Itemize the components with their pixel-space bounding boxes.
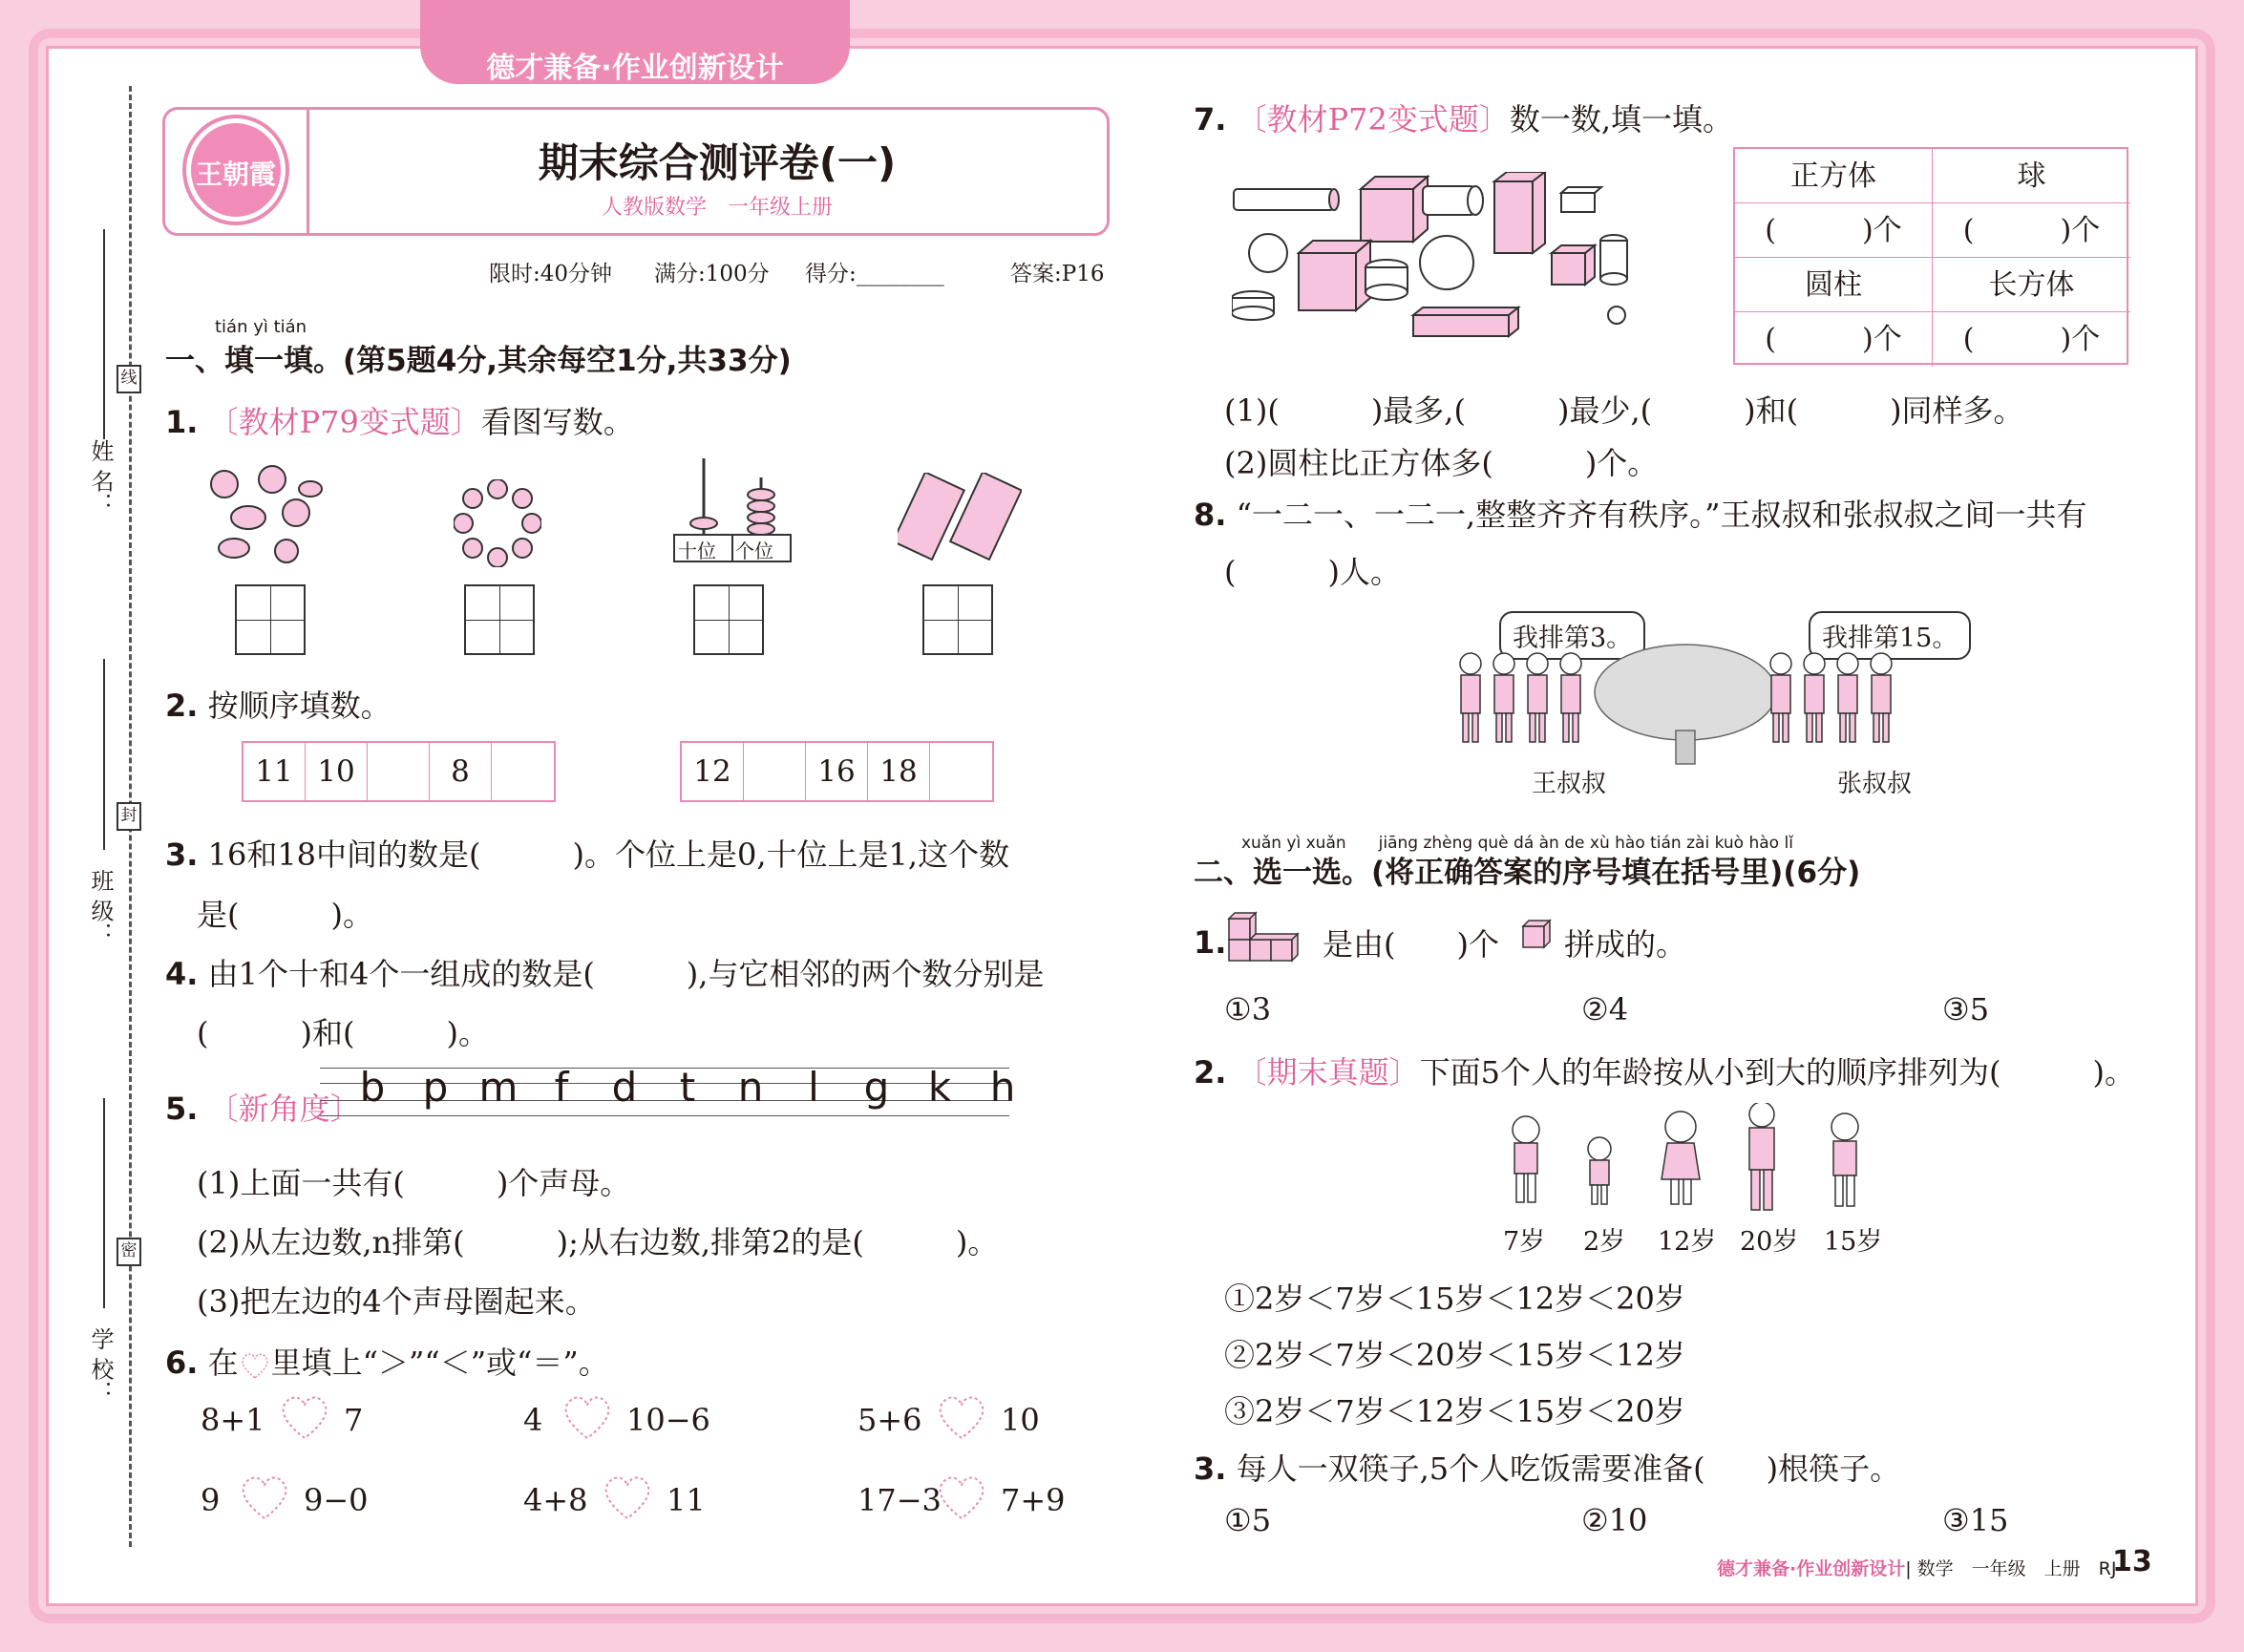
q7-part2: (2)圆柱比正方体多( )个。 [1224, 445, 1659, 481]
q8-line2: ( )人。 [1224, 554, 1401, 590]
heart-icon[interactable] [277, 1392, 332, 1442]
q1: 1. 〔教材P79变式题〕看图写数。 [165, 404, 634, 440]
answer-box[interactable] [922, 584, 993, 655]
compare-left: 5+6 [857, 1402, 922, 1438]
seq-cell: 10 [306, 743, 368, 800]
consonant-letter[interactable]: l [808, 1064, 819, 1111]
count-table [1733, 147, 2128, 365]
compare-right: 7 [344, 1402, 364, 1438]
sequence-1 [242, 741, 556, 802]
q4-line2: ( )和( )。 [197, 1015, 489, 1051]
seq-cell: 8 [430, 743, 492, 800]
heart-icon [239, 1351, 271, 1380]
q5: 5. 〔新角度〕 [165, 1091, 361, 1127]
section-heading: 一、填一填。(第5题4分,其余每空1分,共33分) [165, 344, 792, 378]
answer-box[interactable] [464, 584, 535, 655]
seq-cell[interactable] [492, 743, 554, 800]
age-label: 20岁 [1740, 1227, 1799, 1257]
compare-left: 4+8 [523, 1482, 588, 1518]
c1-text: 是由( )个 [1323, 926, 1499, 963]
consonant-letter[interactable]: t [679, 1064, 696, 1111]
q6: 6. 在 里填上“＞”“＜”或“＝”。 [165, 1345, 609, 1381]
table-cell-answer[interactable]: ( )个 [1735, 203, 1933, 258]
table-header-cuboid: 长方体 [1933, 258, 2130, 312]
letter-lines [320, 1064, 1016, 1117]
option[interactable]: ③2岁＜7岁＜12岁＜15岁＜20岁 [1224, 1393, 1685, 1430]
option[interactable]: ③15 [1942, 1502, 2009, 1538]
answer-page: 答案:P16 [1010, 262, 1105, 286]
heart-icon[interactable] [934, 1392, 989, 1442]
c1: 1. [1194, 924, 1227, 961]
time-limit: 限时:40分钟 [489, 262, 613, 286]
compare-left: 9 [201, 1482, 221, 1518]
class-line [103, 659, 105, 850]
table-cell-answer[interactable]: ( )个 [1933, 203, 2130, 258]
compare-right: 11 [667, 1482, 706, 1518]
answer-box[interactable] [693, 584, 764, 655]
school-line [103, 1098, 105, 1308]
q4: 4. 由1个十和4个一组成的数是( ),与它相邻的两个数分别是 [165, 956, 1045, 992]
single-cube-icon [1521, 919, 1554, 951]
compare-left: 4 [523, 1402, 543, 1438]
consonant-letter[interactable]: f [554, 1064, 569, 1111]
q2: 2. 按顺序填数。 [165, 688, 392, 724]
footer: 德才兼备·作业创新设计| 数学 一年级 上册 RJ [1717, 1558, 2117, 1579]
q5-part3: (3)把左边的4个声母圈起来。 [197, 1283, 596, 1320]
seq-cell: 18 [868, 743, 930, 800]
c1-text: 拼成的。 [1564, 926, 1687, 963]
consonant-letter[interactable]: g [863, 1064, 890, 1111]
page-title: 期末综合测评卷(一) [538, 139, 897, 186]
q7: 7. 〔教材P72变式题〕数一数,填一填。 [1194, 101, 1734, 138]
abacus-ones-label: 个位 [735, 540, 773, 562]
table-cell-answer[interactable]: ( )个 [1735, 312, 1933, 367]
option[interactable]: ①2岁＜7岁＜15岁＜12岁＜20岁 [1224, 1281, 1685, 1317]
age-label: 12岁 [1658, 1227, 1717, 1257]
speech-bubble: 我排第15。 [1809, 611, 1971, 660]
q5-part1: (1)上面一共有( )个声母。 [197, 1165, 631, 1201]
q8: 8. “一二一、一二一,整整齐齐有秩序。”王叔叔和张叔叔之间一共有 [1194, 497, 2087, 533]
q3-line2: 是( )。 [197, 897, 373, 933]
age-label: 15岁 [1824, 1227, 1883, 1257]
gutter-mark: 线 [116, 365, 141, 393]
cube-stack-image [1227, 909, 1318, 964]
consonant-letter[interactable]: n [737, 1064, 764, 1111]
seq-cell[interactable] [744, 743, 806, 800]
heart-icon[interactable] [560, 1392, 615, 1442]
header-banner [420, 0, 850, 84]
c3: 3. 每人一双筷子,5个人吃饭需要准备( )根筷子。 [1194, 1451, 1901, 1487]
sticks-bundle-image [898, 473, 1022, 563]
option[interactable]: ②4 [1581, 991, 1629, 1027]
section-heading: 二、选一选。(将正确答案的序号填在括号里)(6分) [1194, 856, 1861, 890]
abacus-tens-label: 十位 [678, 540, 716, 562]
speech-bubble: 我排第3。 [1499, 611, 1645, 660]
compare-right: 10 [1001, 1402, 1040, 1438]
option[interactable]: ①5 [1224, 1502, 1272, 1538]
consonant-letter[interactable]: p [422, 1064, 449, 1111]
consonant-letter[interactable]: m [478, 1064, 519, 1111]
seq-cell: 11 [243, 743, 306, 800]
heart-icon[interactable] [934, 1472, 989, 1522]
school-label: 学 校： [87, 1327, 114, 1404]
gutter-mark: 密 [116, 1238, 141, 1266]
name-zhang: 张叔叔 [1837, 770, 1913, 798]
consonant-letter[interactable]: b [359, 1064, 386, 1111]
heart-icon[interactable] [237, 1472, 292, 1522]
q7-part1: (1)( )最多,( )最少,( )和( )同样多。 [1224, 392, 2024, 429]
sequence-2 [680, 741, 994, 802]
people-ages-image [1499, 1103, 1872, 1222]
seq-cell: 16 [806, 743, 868, 800]
ring-beads-image [454, 479, 541, 567]
gutter-mark: 封 [116, 802, 141, 831]
compare-right: 10−6 [626, 1402, 710, 1438]
table-header-sphere: 球 [1933, 149, 2130, 203]
age-label: 2岁 [1583, 1227, 1626, 1257]
seq-cell[interactable] [368, 743, 430, 800]
logo: 王朝霞 [186, 118, 286, 222]
pinyin: xuǎn yì xuǎn jiāng zhèng què dá àn de xù hào tián zài kuò hào lǐ [1241, 834, 1793, 853]
heart-icon[interactable] [600, 1472, 655, 1522]
consonant-letter[interactable]: d [611, 1064, 638, 1111]
answer-box[interactable] [235, 584, 306, 655]
banner-text: 德才兼备·作业创新设计 [486, 52, 784, 85]
age-label: 7岁 [1503, 1227, 1546, 1257]
table-cell-answer[interactable]: ( )个 [1962, 323, 2101, 356]
score-field[interactable]: 得分:________ [805, 262, 944, 286]
page-number: 13 [2112, 1545, 2152, 1578]
candy-image [196, 460, 329, 575]
page-subtitle: 人教版数学 一年级上册 [601, 196, 833, 220]
solids-image [1232, 172, 1652, 339]
q3: 3. 16和18中间的数是( )。个位上是0,十位上是1,这个数 [165, 837, 1010, 873]
option[interactable]: ③5 [1942, 991, 1990, 1027]
seq-cell: 12 [682, 743, 744, 800]
option[interactable]: ②2岁＜7岁＜20岁＜15岁＜12岁 [1224, 1337, 1685, 1373]
compare-left: 8+1 [201, 1402, 265, 1438]
pinyin: tián yì tián [215, 317, 307, 337]
name-wang: 王叔叔 [1532, 770, 1607, 798]
class-label: 班 级： [87, 869, 114, 945]
table-header-cylinder: 圆柱 [1735, 258, 1933, 312]
compare-right: 7+9 [1001, 1482, 1066, 1518]
name-line [103, 229, 105, 439]
compare-right: 9−0 [304, 1482, 369, 1518]
consonant-letter[interactable]: k [927, 1064, 952, 1111]
compare-left: 17−3 [857, 1482, 942, 1518]
q5-part2: (2)从左边数,n排第( );从右边数,排第2的是( )。 [197, 1224, 999, 1260]
queue-image [1451, 640, 1919, 769]
consonant-letter[interactable]: h [989, 1064, 1016, 1111]
option[interactable]: ②10 [1581, 1502, 1648, 1538]
c2: 2. 〔期末真题〕下面5个人的年龄按从小到大的顺序排列为( )。 [1194, 1054, 2135, 1091]
option[interactable]: ①3 [1224, 991, 1272, 1027]
name-label: 姓 名： [87, 439, 114, 516]
full-score: 满分:100分 [654, 262, 770, 286]
table-header-cube: 正方体 [1735, 149, 1933, 203]
seq-cell[interactable] [930, 743, 992, 800]
